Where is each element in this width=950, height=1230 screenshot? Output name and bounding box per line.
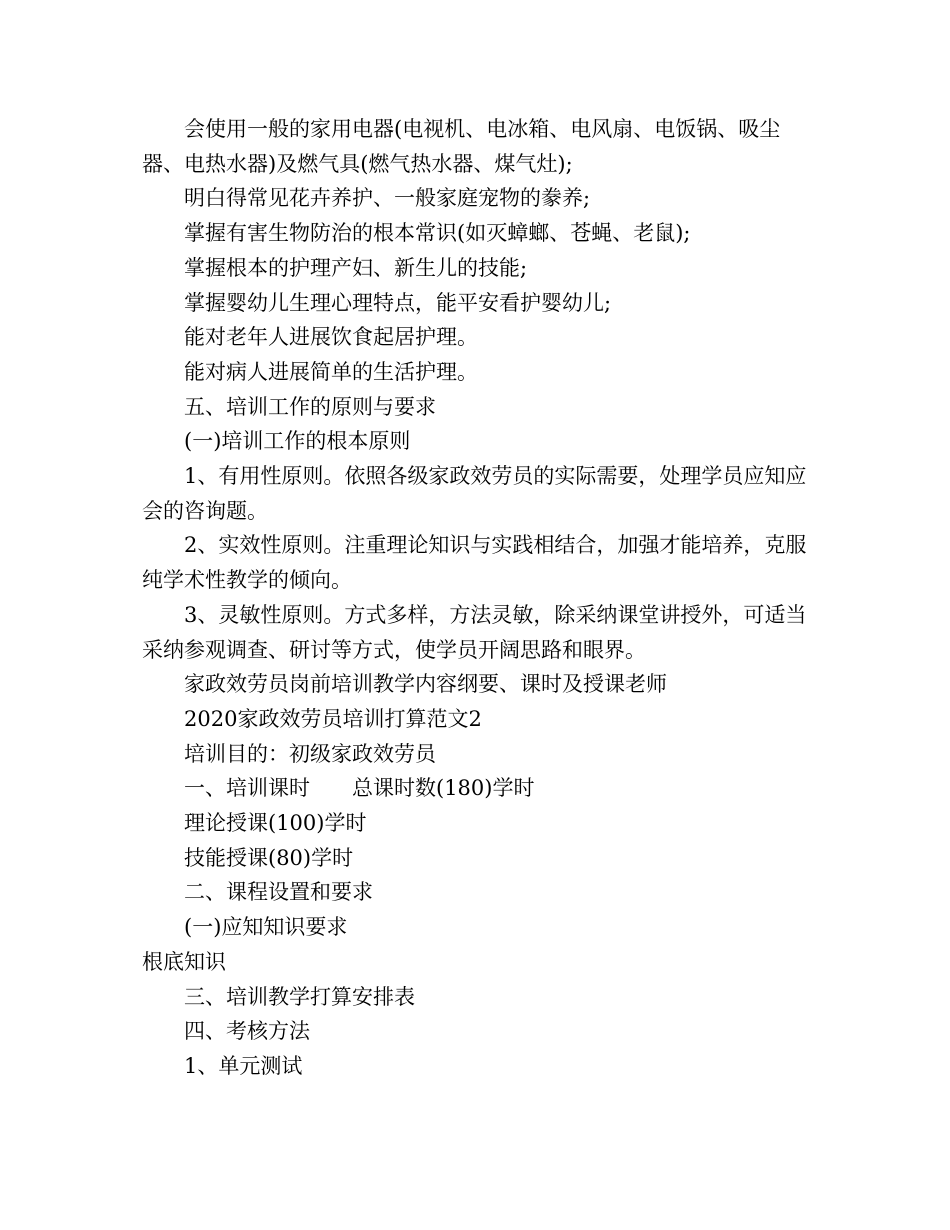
training-hours-total: 总课时数(180)学时: [352, 776, 535, 801]
paragraph-training-hours: [142, 771, 810, 806]
section-heading-principles: 五、培训工作的原则与要求: [184, 394, 436, 419]
paragraph-flowers-pets: 明白得常见花卉养护、一般家庭宠物的豢养;: [184, 186, 591, 211]
paragraph-maternal-care: 掌握根本的护理产妇、新生儿的技能;: [184, 255, 528, 280]
paragraph-appliances: 会使用一般的家用电器(电视机、电冰箱、电风扇、电饭锅、吸尘器、电热水器)及燃气具(燃气热水器、煤气灶);: [142, 117, 781, 176]
paragraph-principle-practical: 1、有用性原则。依照各级家政效劳员的实际需要，处理学员应知应会的咨询题。: [142, 464, 807, 523]
paragraph-patient-care: 能对病人进展简单的生活护理。: [184, 359, 478, 384]
paragraph-pest-control: 掌握有害生物防治的根本常识(如灭蟑螂、苍蝇、老鼠);: [184, 221, 691, 246]
section-heading-assessment: 四、考核方法: [184, 1019, 310, 1044]
section-heading-courses: 二、课程设置和要求: [184, 880, 373, 905]
paragraph-principle-flexible: 3、灵敏性原则。方式多样，方法灵敏，除采纳课堂讲授外，可适当采纳参观调查、研讨等方式，使学员开阔思路和眼界。: [142, 602, 807, 662]
paragraph-infant-care: 掌握婴幼儿生理心理特点，能平安看护婴幼儿;: [184, 290, 612, 315]
subsection-heading-knowledge: (一)应知知识要求: [184, 915, 348, 940]
document-body: [142, 112, 810, 1084]
paragraph-training-goal: 培训目的：初级家政效劳员: [184, 741, 436, 766]
paragraph-outline-title: 家政效劳员岗前培训教学内容纲要、课时及授课老师: [184, 672, 667, 697]
training-hours-label: 一、培训课时: [184, 776, 310, 801]
paragraph-unit-test: 1、单元测试: [184, 1053, 303, 1078]
paragraph-basic-knowledge: 根底知识: [142, 949, 226, 974]
paragraph-principle-effective: 2、实效性原则。注重理论知识与实践相结合，加强才能培养，克服纯学术性教学的倾向。: [142, 533, 807, 593]
section-heading-schedule: 三、培训教学打算安排表: [184, 984, 415, 1009]
paragraph-plan-title: 2020家政效劳员培训打算范文2: [184, 706, 482, 731]
paragraph-skill-hours: 技能授课(80)学时: [184, 845, 354, 870]
subsection-heading-basic-principles: (一)培训工作的根本原则: [184, 429, 411, 454]
paragraph-elderly-care: 能对老年人进展饮食起居护理。: [184, 325, 478, 350]
paragraph-theory-hours: 理论授课(100)学时: [184, 811, 367, 836]
